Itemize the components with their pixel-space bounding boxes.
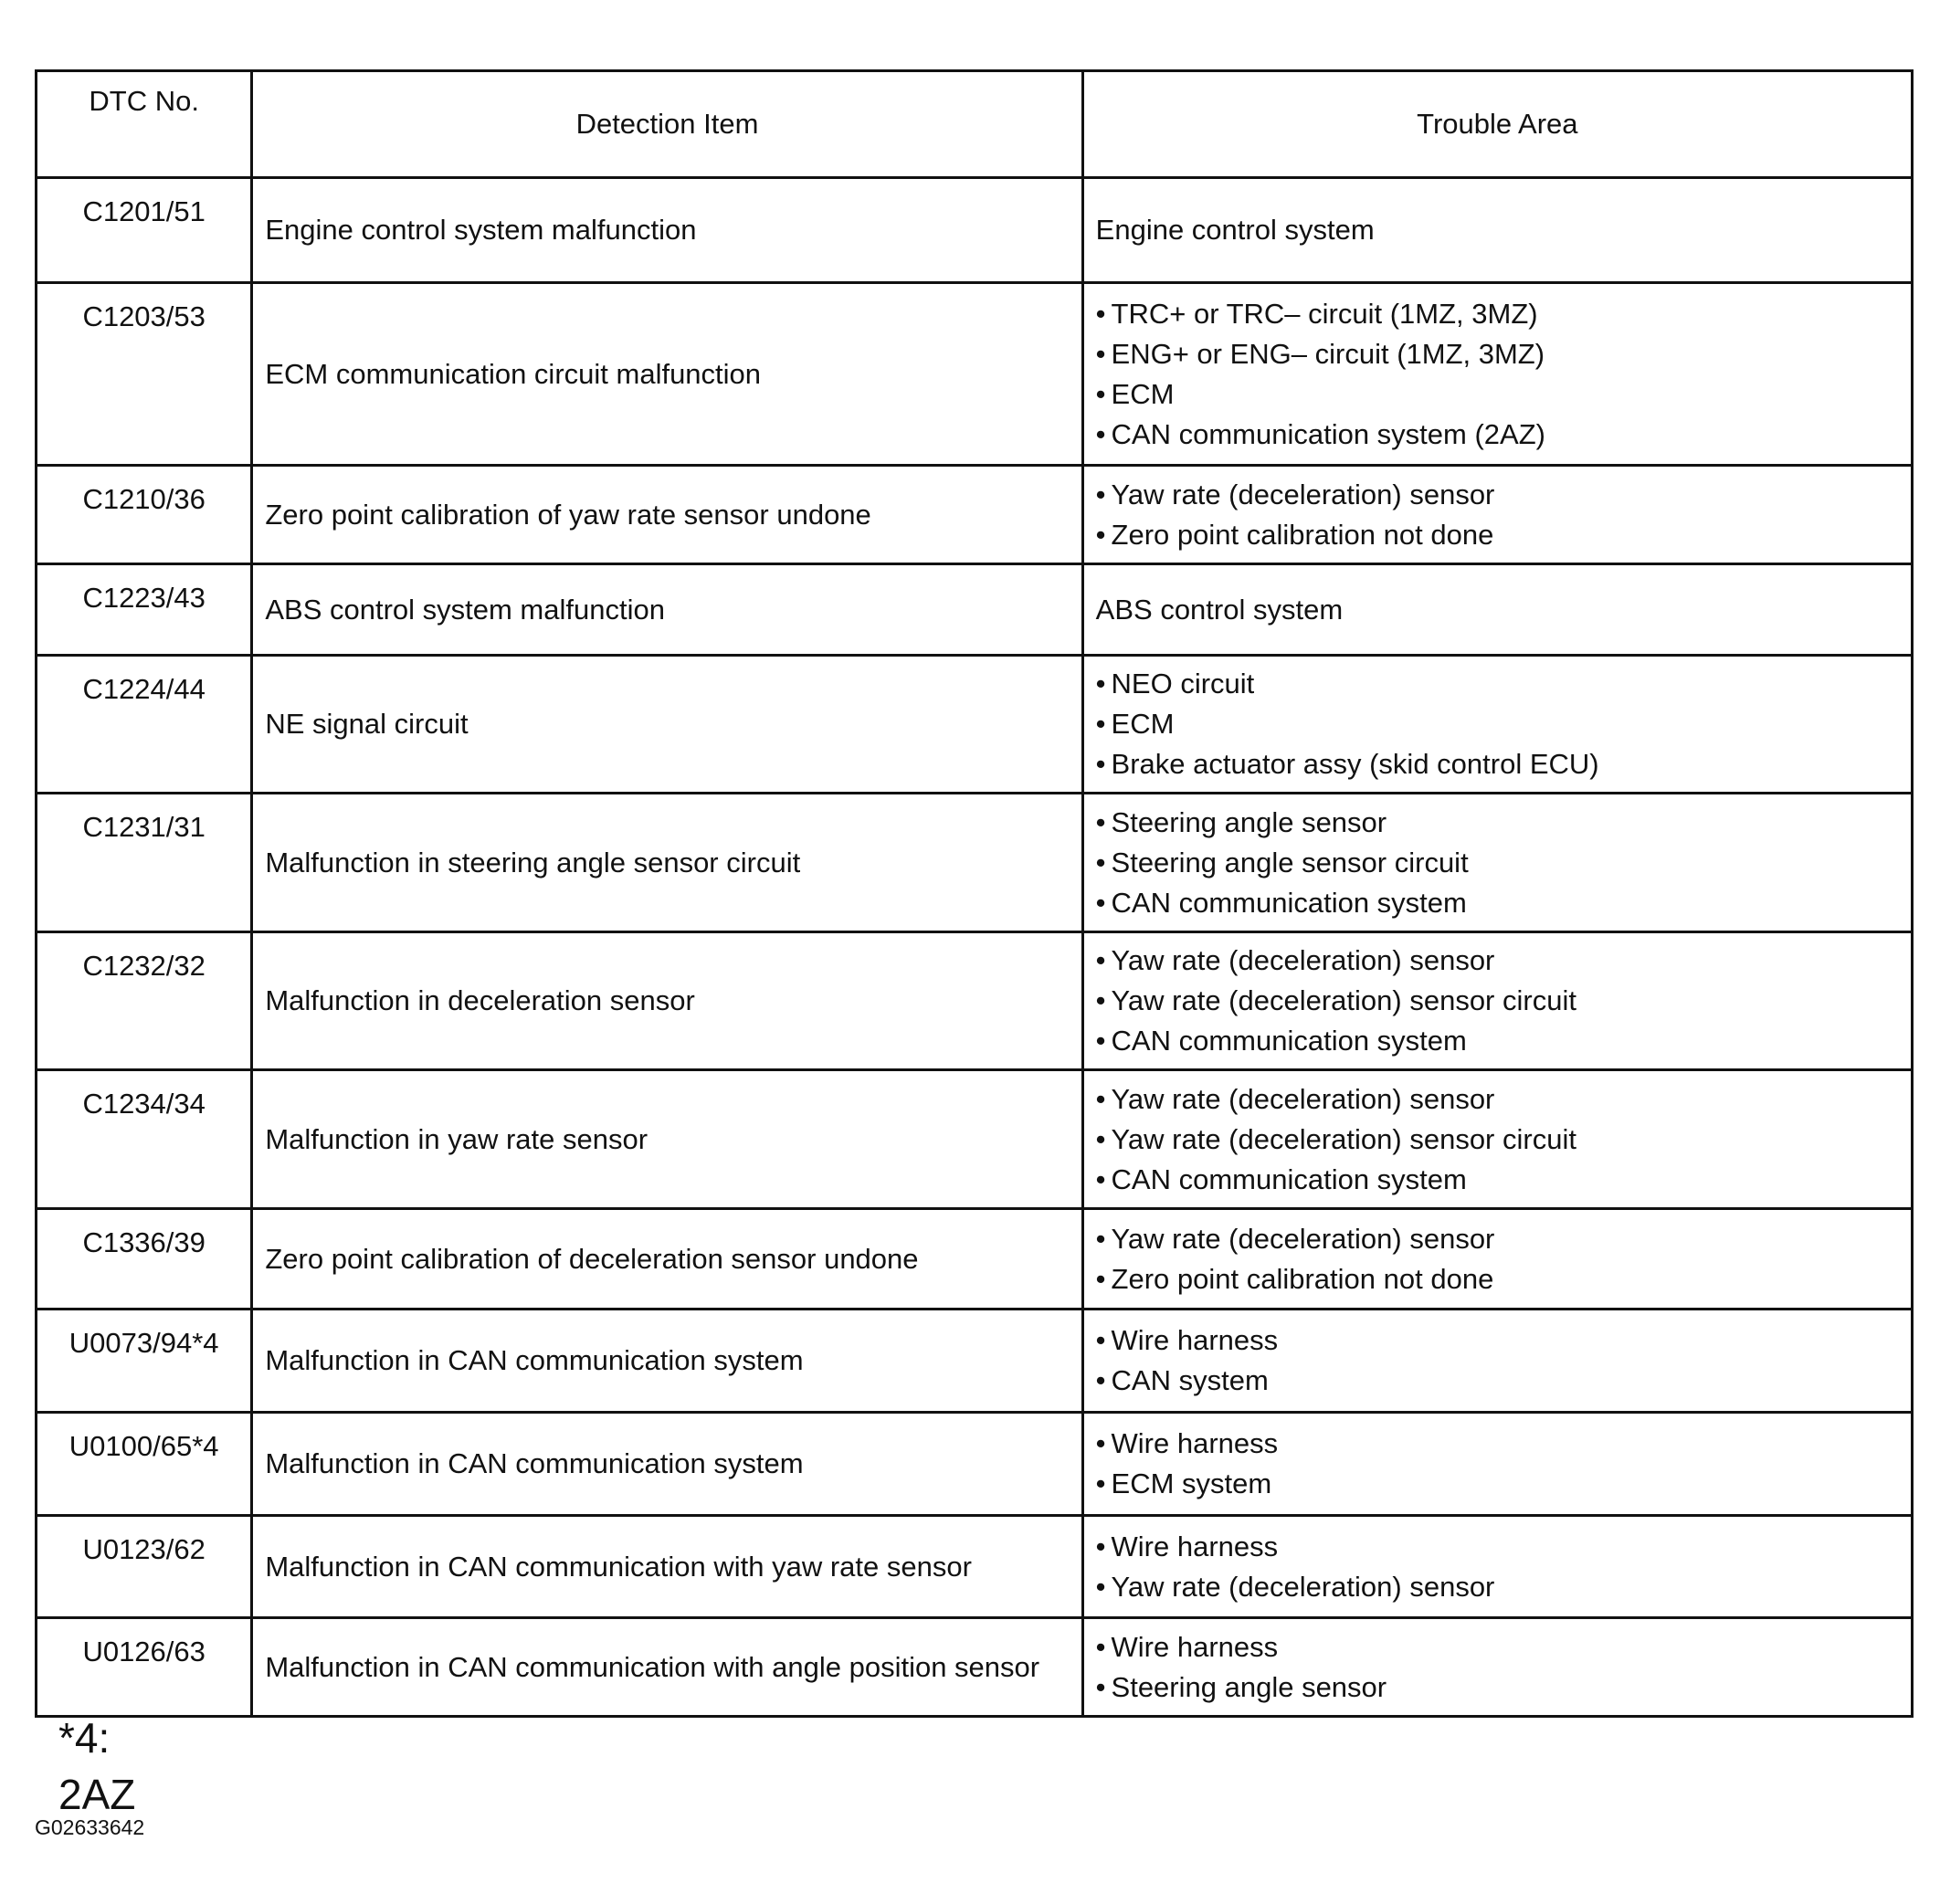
trouble-area-item <box>1096 1320 1911 1361</box>
trouble-area-text: Yaw rate (deceleration) sensor <box>1111 1222 1495 1255</box>
trouble-area-item <box>1096 1021 1911 1061</box>
trouble-area-text: Yaw rate (deceleration) sensor <box>1111 944 1495 976</box>
cell-trouble-area <box>1082 466 1912 564</box>
cell-detection-item: Malfunction in deceleration sensor <box>252 932 1082 1070</box>
trouble-area-item <box>1096 1361 1911 1401</box>
cell-detection-item: Engine control system malfunction <box>252 178 1082 283</box>
trouble-area-item <box>1096 1667 1911 1708</box>
cell-trouble-area <box>1082 1209 1912 1310</box>
cell-detection-item: Malfunction in CAN communication with angle position sensor <box>252 1618 1082 1717</box>
table-row <box>37 564 1913 656</box>
header-dtc-no: DTC No. <box>37 71 252 178</box>
table-body <box>37 178 1913 1717</box>
cell-dtc-no: C1223/43 <box>37 564 252 656</box>
cell-detection-item: ECM communication circuit malfunction <box>252 283 1082 466</box>
trouble-area-item <box>1096 1160 1911 1200</box>
trouble-area-list <box>1096 1527 1911 1607</box>
table-row <box>37 1070 1913 1209</box>
trouble-area-item <box>1096 515 1911 555</box>
trouble-area-text: CAN communication system <box>1111 1025 1467 1057</box>
cell-dtc-no: C1336/39 <box>37 1209 252 1310</box>
trouble-area-list <box>1096 1627 1911 1708</box>
table-row <box>37 1413 1913 1516</box>
table-row <box>37 794 1913 932</box>
table-row <box>37 932 1913 1070</box>
trouble-area-text: Engine control system <box>1095 214 1375 246</box>
trouble-area-item <box>1096 1464 1911 1504</box>
table-row <box>37 466 1913 564</box>
trouble-area-item <box>1096 1567 1911 1607</box>
table-row <box>37 656 1913 794</box>
cell-trouble-area <box>1082 1618 1912 1717</box>
trouble-area-list <box>1096 803 1911 923</box>
trouble-area-item <box>1096 1527 1911 1567</box>
trouble-area-item <box>1096 883 1911 923</box>
cell-detection-item: NE signal circuit <box>252 656 1082 794</box>
trouble-area-item <box>1096 704 1911 744</box>
table-row <box>37 1209 1913 1310</box>
cell-trouble-area <box>1082 1516 1912 1618</box>
trouble-area-item <box>1096 843 1911 883</box>
trouble-area-text: CAN system <box>1111 1364 1269 1396</box>
table-header-row <box>37 71 1913 178</box>
trouble-area-text: Zero point calibration not done <box>1111 518 1494 551</box>
trouble-area-list <box>1096 941 1911 1061</box>
trouble-area-list <box>1096 475 1911 555</box>
cell-dtc-no: U0100/65*4 <box>37 1413 252 1516</box>
trouble-area-text: Wire harness <box>1111 1630 1279 1663</box>
trouble-area-item <box>1096 475 1911 515</box>
cell-detection-item: Malfunction in CAN communication system <box>252 1310 1082 1413</box>
table-row <box>37 1310 1913 1413</box>
cell-trouble-area <box>1082 564 1912 656</box>
trouble-area-item <box>1096 1259 1911 1299</box>
trouble-area-item <box>1096 334 1911 374</box>
table-row <box>37 1516 1913 1618</box>
cell-trouble-area <box>1082 932 1912 1070</box>
footnote-mark: *4: <box>58 1714 111 1762</box>
trouble-area-item <box>1096 744 1911 784</box>
trouble-area-text: Steering angle sensor circuit <box>1111 846 1469 878</box>
trouble-area-item <box>1096 803 1911 843</box>
trouble-area-text: NEO circuit <box>1111 668 1255 700</box>
trouble-area-item <box>1096 1079 1911 1120</box>
trouble-area-item <box>1096 1424 1911 1464</box>
trouble-area-item <box>1096 1627 1911 1667</box>
trouble-area-list <box>1096 294 1911 455</box>
cell-detection-item: ABS control system malfunction <box>252 564 1082 656</box>
trouble-area-item <box>1096 941 1911 981</box>
cell-dtc-no: U0073/94*4 <box>37 1310 252 1413</box>
cell-trouble-area <box>1082 656 1912 794</box>
trouble-area-text: Yaw rate (deceleration) sensor circuit <box>1111 1122 1576 1155</box>
trouble-area-item <box>1096 374 1911 415</box>
cell-detection-item: Zero point calibration of yaw rate sensor undone <box>252 466 1082 564</box>
trouble-area-text: TRC+ or TRC– circuit (1MZ, 3MZ) <box>1111 297 1538 330</box>
trouble-area-text: Brake actuator assy (skid control ECU) <box>1111 748 1599 780</box>
header-detection-item: Detection Item <box>252 71 1082 178</box>
cell-dtc-no: C1203/53 <box>37 283 252 466</box>
trouble-area-list <box>1096 1424 1911 1504</box>
trouble-area-text: ENG+ or ENG– circuit (1MZ, 3MZ) <box>1111 337 1545 370</box>
cell-dtc-no: C1224/44 <box>37 656 252 794</box>
cell-dtc-no: C1231/31 <box>37 794 252 932</box>
cell-detection-item: Malfunction in steering angle sensor circuit <box>252 794 1082 932</box>
trouble-area-list <box>1096 1320 1911 1401</box>
trouble-area-text: Yaw rate (deceleration) sensor circuit <box>1111 984 1576 1016</box>
trouble-area-text: ECM <box>1111 708 1175 740</box>
trouble-area-text: Steering angle sensor <box>1111 805 1387 838</box>
trouble-area-list <box>1096 664 1911 784</box>
trouble-area-text: CAN communication system <box>1111 1162 1467 1195</box>
cell-trouble-area <box>1082 178 1912 283</box>
cell-trouble-area <box>1082 1070 1912 1209</box>
cell-dtc-no: U0126/63 <box>37 1618 252 1717</box>
cell-detection-item: Malfunction in CAN communication with yaw rate sensor <box>252 1516 1082 1618</box>
cell-detection-item: Malfunction in CAN communication system <box>252 1413 1082 1516</box>
trouble-area-text: Zero point calibration not done <box>1111 1262 1494 1295</box>
cell-trouble-area <box>1082 283 1912 466</box>
cell-trouble-area <box>1082 1310 1912 1413</box>
cell-detection-item: Malfunction in yaw rate sensor <box>252 1070 1082 1209</box>
table-row <box>37 1618 1913 1717</box>
trouble-area-item <box>1096 294 1911 334</box>
table-row <box>37 178 1913 283</box>
dtc-table <box>35 69 1914 1718</box>
header-trouble-area: Trouble Area <box>1082 71 1912 178</box>
cell-dtc-no: C1201/51 <box>37 178 252 283</box>
cell-trouble-area <box>1082 1413 1912 1516</box>
trouble-area-text: Yaw rate (deceleration) sensor <box>1111 1570 1495 1603</box>
trouble-area-text: Wire harness <box>1111 1427 1279 1459</box>
trouble-area-text: Steering angle sensor <box>1111 1670 1387 1703</box>
cell-detection-item: Zero point calibration of deceleration sensor undone <box>252 1209 1082 1310</box>
trouble-area-item <box>1096 981 1911 1021</box>
trouble-area-text: ABS control system <box>1095 593 1344 626</box>
trouble-area-text: Wire harness <box>1111 1530 1279 1562</box>
cell-dtc-no: C1232/32 <box>37 932 252 1070</box>
trouble-area-list <box>1096 1219 1911 1299</box>
footnote-text: 2AZ <box>58 1771 136 1818</box>
trouble-area-text: Yaw rate (deceleration) sensor <box>1111 1082 1495 1115</box>
figure-id: G02633642 <box>35 1815 145 1839</box>
trouble-area-list <box>1096 1079 1911 1200</box>
trouble-area-item <box>1096 1219 1911 1259</box>
trouble-area-item <box>1096 415 1911 455</box>
table-row <box>37 283 1913 466</box>
trouble-area-item <box>1096 664 1911 704</box>
trouble-area-text: CAN communication system <box>1111 886 1467 919</box>
cell-dtc-no: C1234/34 <box>37 1070 252 1209</box>
trouble-area-text: Yaw rate (deceleration) sensor <box>1111 478 1495 510</box>
trouble-area-text: ECM <box>1111 377 1175 410</box>
trouble-area-text: CAN communication system (2AZ) <box>1111 417 1545 450</box>
trouble-area-item <box>1096 1120 1911 1160</box>
cell-trouble-area <box>1082 794 1912 932</box>
cell-dtc-no: C1210/36 <box>37 466 252 564</box>
cell-dtc-no: U0123/62 <box>37 1516 252 1618</box>
trouble-area-text: ECM system <box>1111 1467 1272 1499</box>
trouble-area-text: Wire harness <box>1111 1324 1279 1356</box>
footnote <box>58 1709 135 1823</box>
